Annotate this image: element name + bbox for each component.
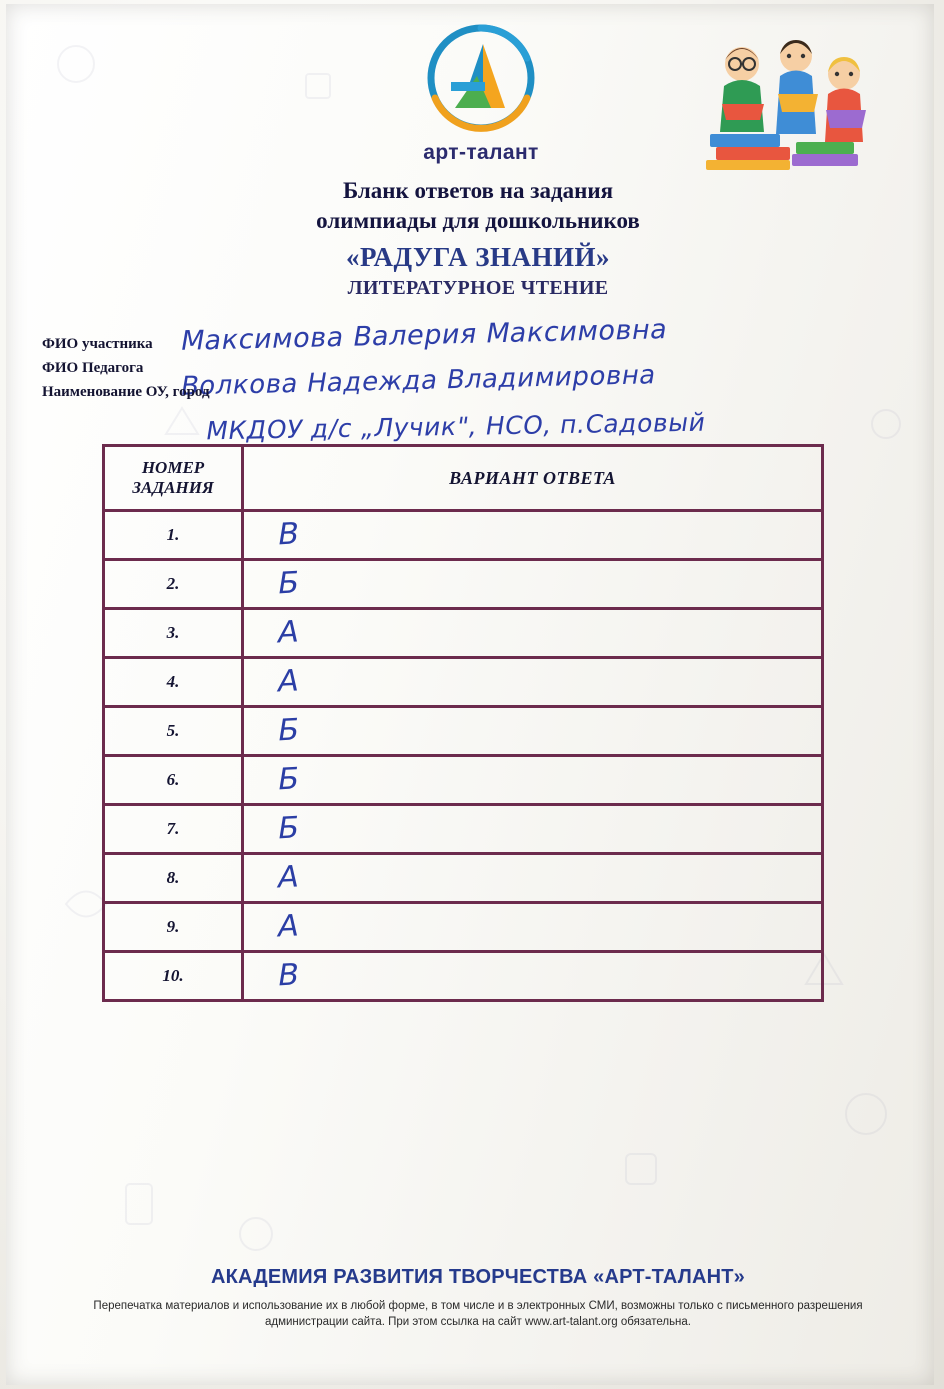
field-institution bbox=[42, 382, 922, 446]
answer-handwriting: В bbox=[275, 957, 302, 994]
header-number-line2: ЗАДАНИЯ bbox=[132, 478, 214, 497]
task-number: 8. bbox=[105, 855, 244, 901]
table-header-row bbox=[105, 447, 821, 512]
table-row bbox=[105, 610, 821, 659]
task-number: 2. bbox=[105, 561, 244, 607]
answer-handwriting: А bbox=[275, 859, 302, 896]
table-row bbox=[105, 561, 821, 610]
table-row bbox=[105, 855, 821, 904]
subject-name: ЛИТЕРАТУРНОЕ ЧТЕНИЕ bbox=[347, 277, 609, 299]
task-number: 9. bbox=[105, 904, 244, 950]
brand-logo-text: арт-талант bbox=[423, 141, 539, 164]
field-participant-label: ФИО участника bbox=[42, 336, 153, 352]
table-row bbox=[105, 953, 821, 999]
answer-cell bbox=[244, 610, 821, 656]
task-number: 5. bbox=[105, 708, 244, 754]
task-number: 10. bbox=[105, 953, 244, 999]
answer-cell bbox=[244, 953, 821, 999]
answers-table bbox=[102, 444, 824, 1002]
field-institution-label: Наименование ОУ, город bbox=[42, 384, 210, 400]
field-teacher-value: Волкова Надежда Владимировна bbox=[178, 360, 659, 402]
answer-handwriting: А bbox=[275, 908, 302, 945]
answer-handwriting: Б bbox=[275, 712, 302, 749]
footer-title: АКАДЕМИЯ РАЗВИТИЯ ТВОРЧЕСТВА «АРТ-ТАЛАНТ» bbox=[211, 1266, 745, 1288]
field-participant bbox=[42, 314, 922, 358]
answer-cell bbox=[244, 855, 821, 901]
footer-copyright-note: Перепечатка материалов и использование их в любой форме, в том числе и в электронных СМИ, возможны только с письменного разрешения администрации сайта. При этом ссылка на сайт www.art-talant.org обязательна. bbox=[93, 1300, 863, 1328]
olympiad-name: «РАДУГА ЗНАНИЙ» bbox=[346, 242, 610, 272]
answer-handwriting: Б bbox=[275, 565, 302, 602]
answer-cell bbox=[244, 904, 821, 950]
answer-cell bbox=[244, 757, 821, 803]
document-footer bbox=[6, 1266, 944, 1330]
title-line-2: олимпиады для дошкольников bbox=[316, 208, 640, 233]
field-participant-value: Максимова Валерия Максимовна bbox=[178, 314, 671, 357]
field-teacher-label: ФИО Педагога bbox=[42, 360, 144, 376]
document-title-block bbox=[6, 176, 944, 300]
table-row bbox=[105, 708, 821, 757]
task-number: 3. bbox=[105, 610, 244, 656]
task-number: 6. bbox=[105, 757, 244, 803]
title-line-1: Бланк ответов на задания bbox=[342, 178, 614, 203]
brand-logo bbox=[396, 22, 566, 165]
paper-sheet bbox=[6, 4, 934, 1385]
task-number: 7. bbox=[105, 806, 244, 852]
header-number-line1: НОМЕР bbox=[141, 458, 205, 477]
table-row bbox=[105, 806, 821, 855]
answer-handwriting: А bbox=[275, 663, 302, 700]
table-row bbox=[105, 904, 821, 953]
answer-handwriting: Б bbox=[275, 761, 302, 798]
table-row bbox=[105, 757, 821, 806]
task-number: 4. bbox=[105, 659, 244, 705]
answer-cell bbox=[244, 708, 821, 754]
table-row bbox=[105, 512, 821, 561]
table-row bbox=[105, 659, 821, 708]
field-institution-value: МКДОУ д/с „Лучик", НСО, п.Садовый bbox=[203, 407, 708, 446]
answer-cell bbox=[244, 806, 821, 852]
answer-cell bbox=[244, 659, 821, 705]
answer-handwriting: А bbox=[275, 614, 302, 651]
answer-cell bbox=[244, 512, 821, 558]
participant-fields bbox=[42, 314, 922, 446]
task-number: 1. bbox=[105, 512, 244, 558]
children-reading-books-illustration bbox=[692, 30, 892, 170]
answer-handwriting: Б bbox=[275, 810, 302, 847]
header-cell-answer: ВАРИАНТ ОТВЕТА bbox=[449, 467, 616, 488]
art-talant-logo-icon bbox=[421, 22, 541, 134]
answer-handwriting: В bbox=[275, 516, 302, 553]
answer-cell bbox=[244, 561, 821, 607]
header-cell-number bbox=[105, 447, 244, 509]
